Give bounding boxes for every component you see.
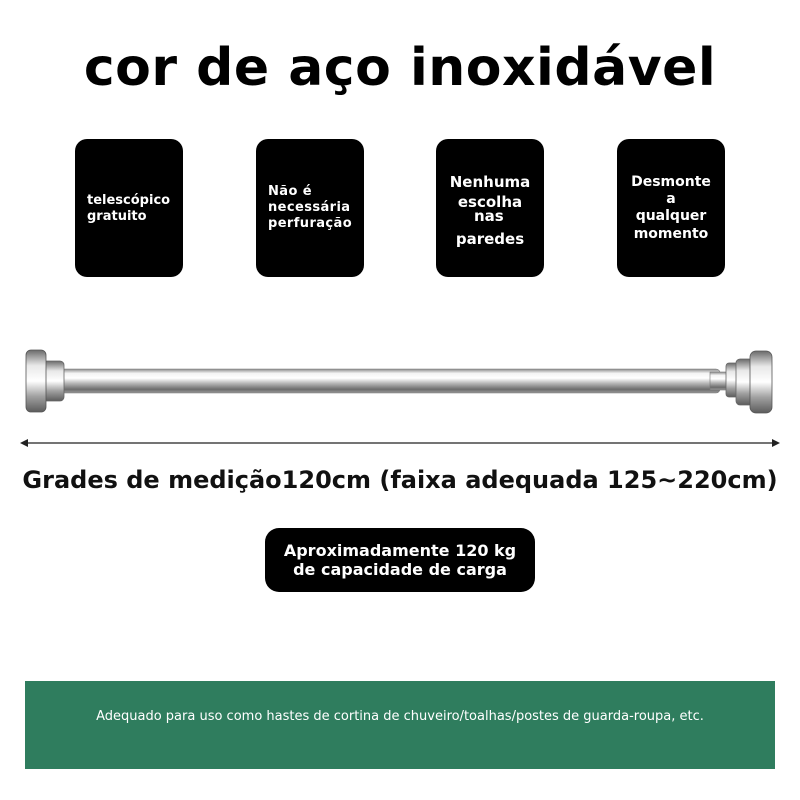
feature-card-telescopic	[75, 139, 183, 277]
feature-line: perfuração	[268, 216, 353, 231]
capacity-line: Aproximadamente 120 kg	[283, 541, 517, 560]
capacity-badge	[265, 528, 535, 592]
feature-line: gratuito	[87, 209, 147, 224]
feature-line: a	[666, 191, 676, 207]
capacity-line: de capacidade de carga	[293, 560, 507, 579]
feature-line: Desmonte	[631, 174, 711, 190]
feature-line: escolha	[457, 193, 523, 211]
feature-line: necessária	[268, 200, 351, 215]
feature-line: telescópico	[87, 193, 171, 208]
usage-text: Adequado para uso como hastes de cortina de chuveiro/toalhas/postes de guarda-roupa, etc.	[96, 709, 704, 724]
feature-line: paredes	[455, 230, 525, 248]
feature-card-no-walls	[436, 139, 544, 277]
feature-line: momento	[633, 226, 709, 242]
usage-banner	[25, 681, 775, 769]
feature-line: Nenhuma	[449, 173, 531, 191]
page-title: cor de aço inoxidável	[83, 38, 717, 98]
feature-line: Não é	[268, 184, 312, 199]
feature-card-no-drilling	[256, 139, 364, 277]
feature-line: qualquer	[635, 208, 707, 224]
double-arrow-icon	[20, 436, 780, 450]
feature-line: nas	[474, 207, 504, 225]
feature-card-removable	[617, 139, 725, 277]
measurement-label: Grades de medição120cm (faixa adequada 125~220cm)	[22, 466, 778, 494]
telescopic-rod-icon	[20, 345, 780, 425]
